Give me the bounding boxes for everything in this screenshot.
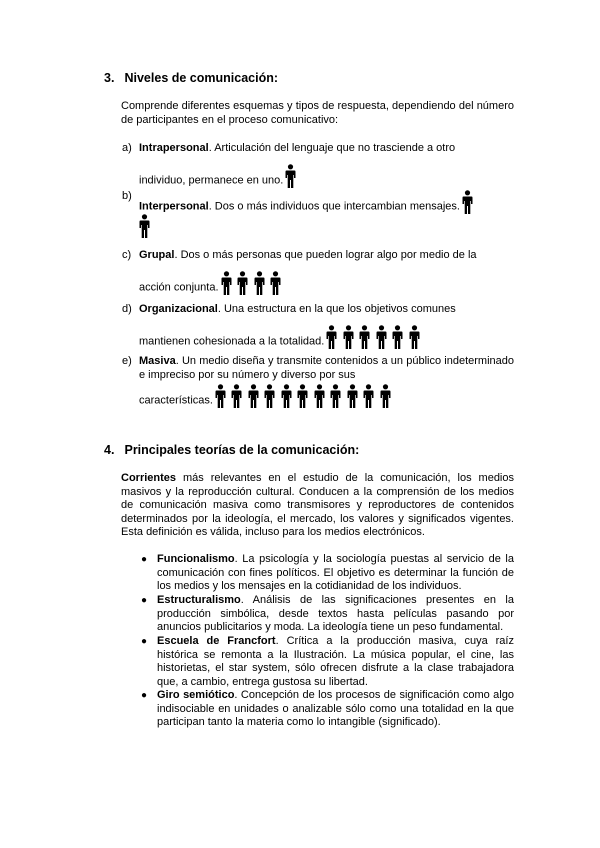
intro-text: más relevantes en el estudio de la comunicación, los medios masivos y la reproducción cultural. Conducen a la comprensión de los medios de comunicación masiva como transmisores y reproductores de contenidos determinados por la ideología, el mercado, los valores y significados vigentes. Esta definición es válida, incluso para los medios electrónicos. <box>121 472 514 538</box>
person-figures <box>139 214 150 238</box>
bullet-text: . Crítica a la producción masiva, cuya raíz histórica se remonta a la Ilustración. La música popular, el cine, las historietas, el star system, sólo ofrecen disfrute a la clase trabajadora que, a cambio, entrega gustosa su libertad. <box>157 635 514 688</box>
item-text-2: características. <box>139 394 213 407</box>
person-icon <box>343 325 354 349</box>
bullet-item-1 <box>141 553 514 594</box>
person-icon <box>139 214 150 238</box>
person-icon <box>237 271 248 295</box>
list-item-a <box>122 142 514 188</box>
term: Escuela de Francfort <box>157 635 276 647</box>
person-icon <box>409 325 420 349</box>
list-item-c <box>122 249 514 295</box>
person-icon <box>221 271 232 295</box>
bullet-text: . Concepción de los procesos de significación como algo indisociable en unidades o analizable sólo como una totalidad en la que participan tanto la materia como lo intangible (significado). <box>157 689 514 728</box>
person-icon <box>231 384 242 408</box>
bullet-text: . La psicología y la sociología puestas al servicio de la comunicación con fines políticos. El objetivo es determinar la función de los medios y los mensajes en la cotidianidad de los individuos. <box>157 553 514 592</box>
term: Giro semiótico <box>157 689 235 701</box>
list-label: b) <box>122 190 132 202</box>
bullet-item-3 <box>141 635 514 689</box>
term: Grupal <box>139 249 175 261</box>
item-text: . Articulación del lenguaje que no trasciende a otro <box>208 142 456 154</box>
person-figures <box>285 164 296 188</box>
person-icon <box>281 384 292 408</box>
term: Funcionalismo <box>157 553 235 565</box>
person-icon <box>462 190 473 214</box>
person-icon <box>330 384 341 408</box>
bullet-dot: ● <box>141 554 148 565</box>
section-3-heading <box>104 71 278 85</box>
section-4-title: Principales teorías de la comunicación: <box>124 443 360 457</box>
bullet-item-4 <box>141 689 514 730</box>
person-figures <box>462 190 473 214</box>
term: Organizacional <box>139 303 218 315</box>
bullet-dot: ● <box>141 690 148 701</box>
person-icon <box>254 271 265 295</box>
item-text: . Una estructura en la que los objetivos comunes <box>217 303 456 315</box>
list-label: d) <box>122 303 132 315</box>
person-icon <box>359 325 370 349</box>
person-icon <box>347 384 358 408</box>
section-4-heading <box>104 443 359 457</box>
term: Interpersonal <box>139 200 209 213</box>
item-text: . Dos o más individuos que intercambian mensajes. <box>208 200 460 213</box>
section-3-title: Niveles de comunicación: <box>124 71 279 85</box>
item-text-2: individuo, permanece en uno. <box>139 174 284 186</box>
person-icon <box>326 325 337 349</box>
person-icon <box>314 384 325 408</box>
list-item-e <box>122 355 514 408</box>
item-text-2: acción conjunta. <box>139 281 219 293</box>
person-icon <box>376 325 387 349</box>
intro-term: Corrientes <box>121 472 177 484</box>
person-icon <box>264 384 275 408</box>
term: Masiva <box>139 355 176 367</box>
bullet-dot: ● <box>141 595 148 606</box>
section-4-number: 4. <box>104 443 115 457</box>
person-icon <box>297 384 308 408</box>
bullet-dot: ● <box>141 636 148 647</box>
item-text: . Dos o más personas que pueden lograr algo por medio de la <box>174 249 477 261</box>
item-text: . Un medio diseña y transmite contenidos a un público indeterminado e impreciso por su número y diverso por sus <box>139 355 514 381</box>
person-icon <box>248 384 259 408</box>
section-4-intro <box>121 472 514 540</box>
list-label: c) <box>122 249 132 261</box>
section-3-intro: Comprende diferentes esquemas y tipos de respuesta, dependiendo del número de participantes en el proceso comunicativo: <box>121 100 514 126</box>
person-icon <box>270 271 281 295</box>
person-icon <box>392 325 403 349</box>
term: Intrapersonal <box>139 142 209 154</box>
person-icon <box>380 384 391 408</box>
person-figures <box>221 271 282 295</box>
list-label: a) <box>122 142 132 154</box>
person-icon <box>363 384 374 408</box>
item-text-2: mantienen cohesionada a la totalidad. <box>139 335 325 347</box>
section-3-number: 3. <box>104 71 115 85</box>
list-item-d <box>122 303 514 349</box>
bullet-text: . Análisis de las significaciones presentes en la producción simbólica, desde textos hasta películas pasando por anuncios publicitarios y moda. La ideología tiene un peso fundamental. <box>157 594 514 633</box>
person-figures <box>215 384 391 408</box>
person-icon <box>215 384 226 408</box>
list-item-b <box>122 190 514 238</box>
person-icon <box>285 164 296 188</box>
list-label: e) <box>122 355 132 367</box>
person-figures <box>326 325 420 349</box>
term: Estructuralismo <box>157 594 241 606</box>
bullet-item-2 <box>141 594 514 635</box>
